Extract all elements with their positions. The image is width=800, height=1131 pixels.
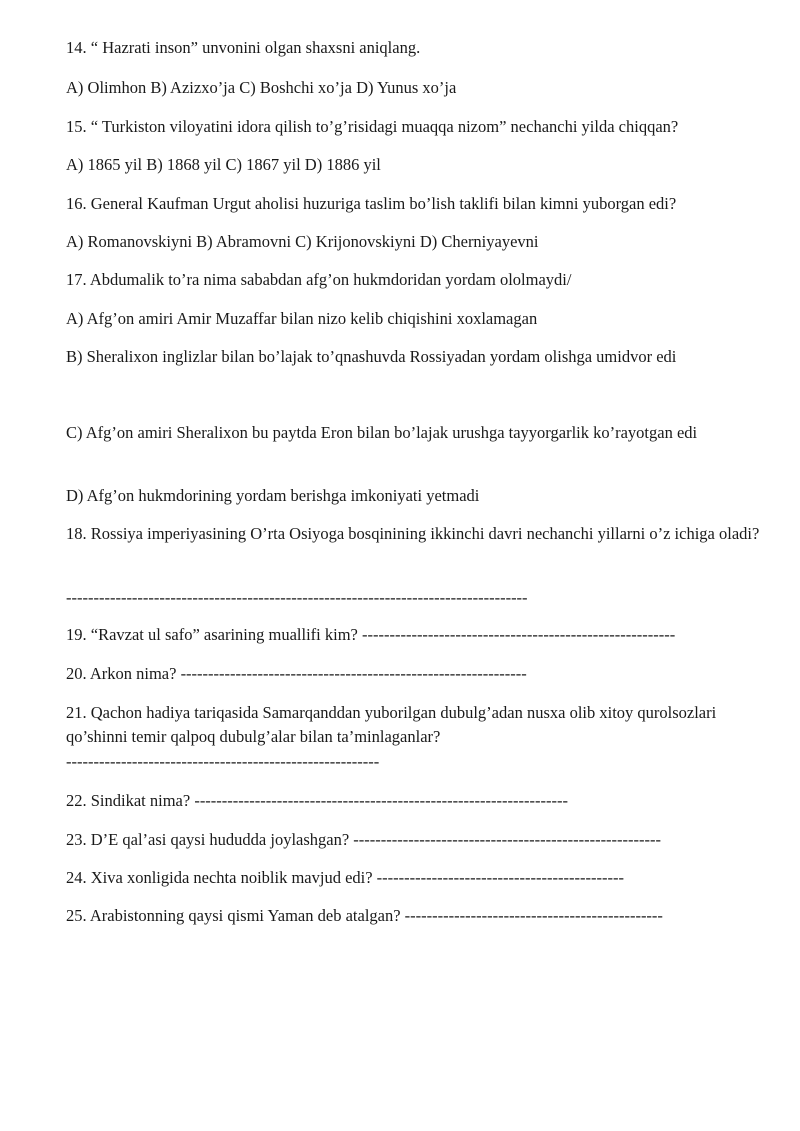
question-17: 17. Abdumalik to’ra nima sababdan afg’on hukmdoridan yordam ololmaydi/ bbox=[66, 270, 572, 289]
question-15-options: A) 1865 yil B) 1868 yil C) 1867 yil D) 1886 yil bbox=[66, 155, 381, 174]
question-14-options: A) Olimhon B) Azizxo’ja C) Boshchi xo’ja D) Yunus xo’ja bbox=[66, 78, 457, 97]
question-22: 22. Sindikat nima? -------------------------------------------------------------------- bbox=[66, 791, 568, 810]
question-23: 23. D’E qal’asi qaysi hududda joylashgan? -------------------------------------------------------- bbox=[66, 830, 662, 849]
question-16: 16. General Kaufman Urgut aholisi huzuriga taslim bo’lish taklifi bilan kimni yuborgan edi? bbox=[66, 194, 677, 213]
question-20: 20. Arkon nima? --------------------------------------------------------------- bbox=[66, 664, 527, 683]
question-17-option-a: A) Afg’on amiri Amir Muzaffar bilan nizo kelib chiqishini xoxlamagan bbox=[66, 309, 538, 328]
question-25: 25. Arabistonning qaysi qismi Yaman deb atalgan? ----------------------------------------------- bbox=[66, 906, 663, 925]
question-17-option-c: C) Afg’on amiri Sheralixon bu paytda Eron bilan bo’lajak urushga tayyorgarlik ko’rayotgan edi bbox=[66, 423, 698, 442]
question-17-option-b: B) Sheralixon inglizlar bilan bo’lajak to’qnashuvda Rossiyadan yordam olishga umidvor edi bbox=[66, 347, 677, 366]
question-21-answer-line: --------------------------------------------------------- bbox=[66, 752, 380, 771]
question-18: 18. Rossiya imperiyasining O’rta Osiyoga bosqinining ikkinchi davri nechanchi yillarni o’z ichiga oladi? bbox=[66, 524, 760, 543]
question-17-option-d: D) Afg’on hukmdorining yordam berishga imkoniyati yetmadi bbox=[66, 486, 480, 505]
question-15: 15. “ Turkiston viloyatini idora qilish to’g’risidagi muaqqa nizom” nechanchi yilda chiqqan? bbox=[66, 117, 679, 136]
question-16-options: A) Romanovskiyni B) Abramovni C) Krijonovskiyni D) Cherniyayevni bbox=[66, 232, 539, 251]
question-21: 21. Qachon hadiya tariqasida Samarqanddan yuborilgan dubulg’adan nusxa olib xitoy qurolsozlari qo’shinni temir qalpoq dubulg’alar bilan ta’minlaganlar? bbox=[66, 703, 717, 746]
question-14: 14. “ Hazrati inson” unvonini olgan shaxsni aniqlang. bbox=[66, 38, 421, 57]
question-19: 19. “Ravzat ul safo” asarining muallifi kim? --------------------------------------------------------- bbox=[66, 625, 676, 644]
question-18-answer-line: ------------------------------------------------------------------------------------ bbox=[66, 588, 528, 607]
question-24: 24. Xiva xonligida nechta noiblik mavjud edi? --------------------------------------------- bbox=[66, 868, 624, 887]
